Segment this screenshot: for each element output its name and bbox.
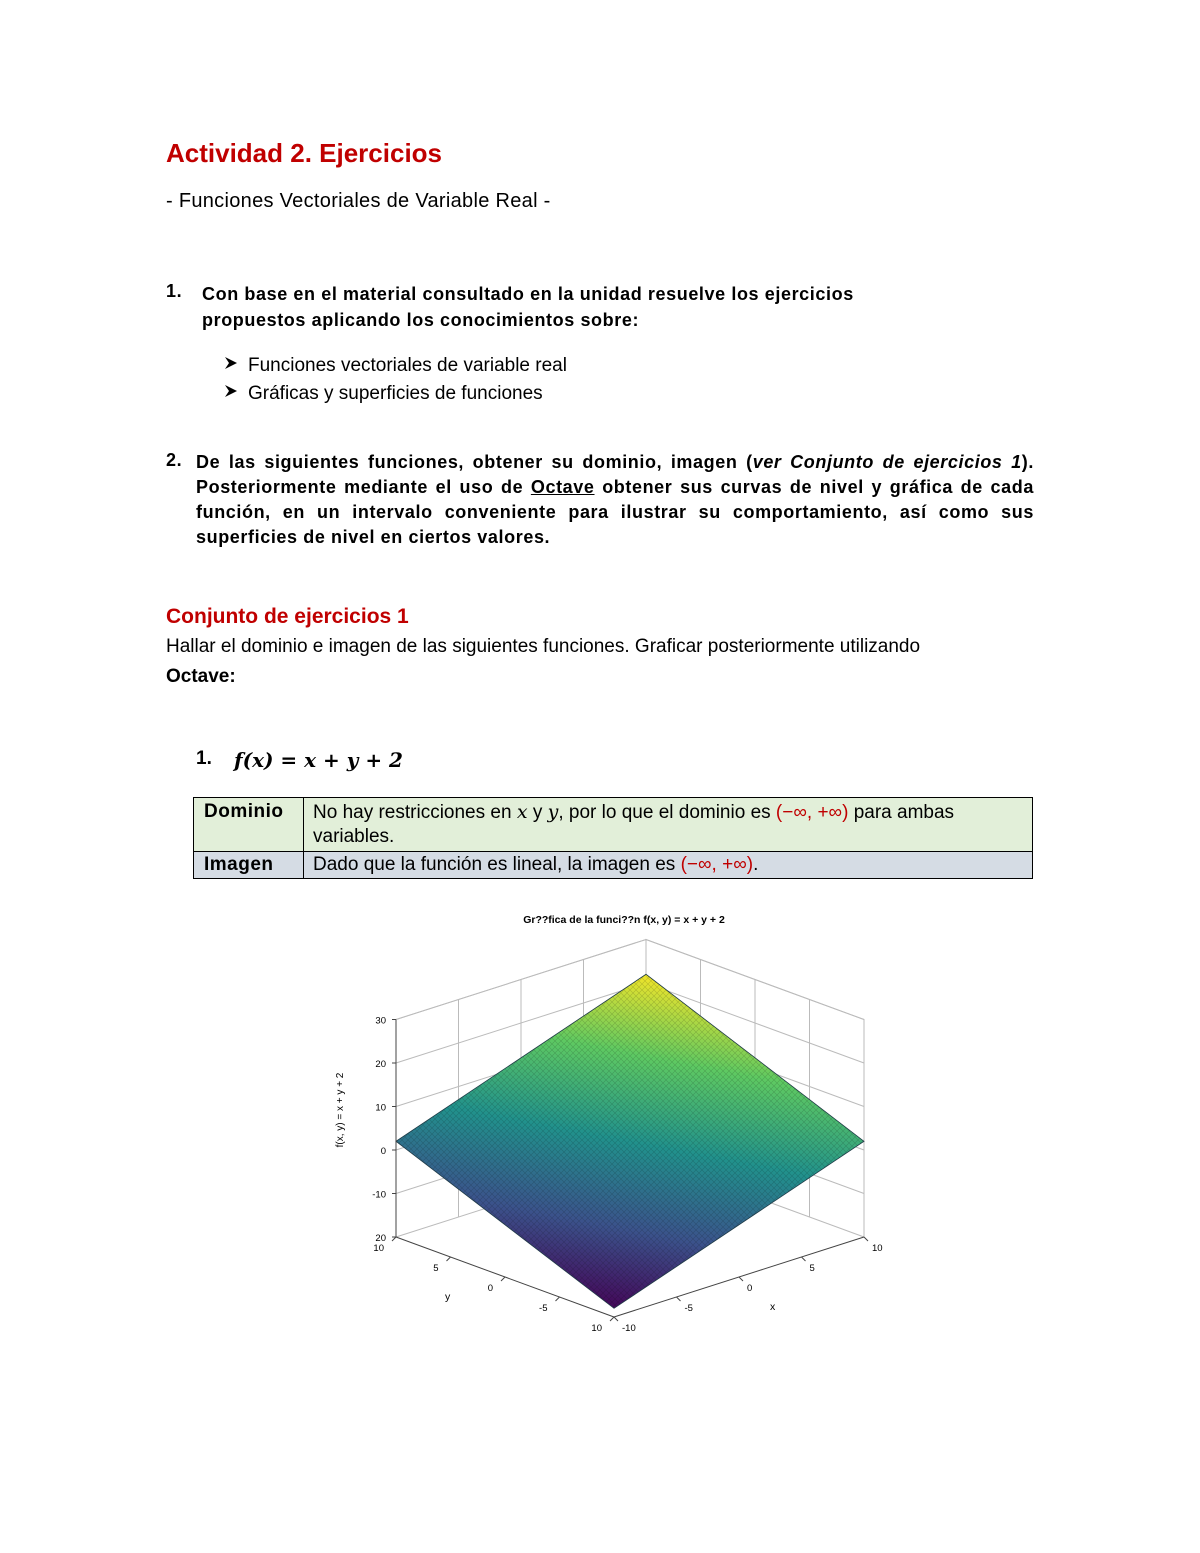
item2-part2: ). Posteriormente mediante el uso de <box>196 452 1034 497</box>
x-tick-label: 5 <box>809 1263 815 1274</box>
item2-number: 2. <box>166 450 183 470</box>
paragraph-bold: Octave: <box>166 666 236 687</box>
z-tick-label: 20 <box>375 1233 386 1244</box>
y-tick-mark <box>610 1317 614 1321</box>
surface-mesh <box>396 974 864 1308</box>
x-tick-label: 10 <box>872 1243 883 1254</box>
x-tick-label: -5 <box>684 1303 693 1314</box>
octave-link[interactable]: Octave <box>530 477 595 497</box>
bullet-text: Funciones vectoriales de variable real <box>248 355 567 376</box>
x-tick-label: 0 <box>747 1283 753 1294</box>
x-tick-label: -10 <box>622 1323 636 1334</box>
item1-number: 1. <box>166 281 183 301</box>
y-tick-mark <box>447 1257 451 1261</box>
y-tick-label: 0 <box>487 1283 493 1294</box>
chart-title: Gr??fica de la funci??n f(x, y) = x + y + 2 <box>523 914 725 926</box>
exercise-formula: f(x) = x + y + 2 <box>234 748 403 772</box>
y-tick-mark <box>501 1277 505 1281</box>
variable-y: y <box>547 801 559 823</box>
page-subtitle: - Funciones Vectoriales de Variable Real - <box>166 190 551 212</box>
image-header: Imagen <box>194 852 304 879</box>
bullet-text: Gráficas y superficies de funciones <box>248 383 543 404</box>
x-axis-label: x <box>770 1301 776 1313</box>
item2-part3: obtener sus curvas de nivel y gráfica de cada función, en un intervalo conveniente para ilustrar su comportamiento, así como sus superficies de nivel en ciertos valores. <box>196 477 1034 547</box>
y-axis-label: y <box>445 1291 451 1303</box>
x-tick-mark <box>864 1237 868 1241</box>
domain-header: Dominio <box>194 798 304 852</box>
x-tick-mark <box>677 1297 681 1301</box>
section-title: Conjunto de ejercicios 1 <box>166 605 409 628</box>
page-title: Actividad 2. Ejercicios <box>166 138 443 168</box>
z-tick-label: 30 <box>375 1015 386 1027</box>
variable-x: x <box>516 801 528 823</box>
y-tick-label: -5 <box>539 1303 548 1314</box>
image-interval: (−∞, +∞) <box>680 854 754 875</box>
y-tick-label: 5 <box>433 1263 439 1274</box>
cell-text: . <box>753 854 759 875</box>
cell-text: Dado que la función es lineal, la imagen es <box>313 854 681 875</box>
cell-text: para ambas variables. <box>313 802 955 847</box>
domain-interval: (−∞, +∞) <box>775 802 849 823</box>
z-tick-label: -10 <box>372 1189 386 1201</box>
x-tick-mark <box>739 1277 743 1281</box>
exercise-number: 1. <box>196 748 212 769</box>
item2-part1: De las siguientes funciones, obtener su dominio, imagen ( <box>196 452 753 472</box>
item2-reference: ver Conjunto de ejercicios 1 <box>752 452 1022 472</box>
y-tick-mark <box>392 1237 396 1241</box>
y-tick-mark <box>556 1297 560 1301</box>
cell-text: , por lo que el dominio es <box>558 802 776 823</box>
x-tick-mark <box>802 1257 806 1261</box>
y-tick-label: 10 <box>591 1323 602 1334</box>
cell-text: y <box>527 802 548 823</box>
item1-text: Con base en el material consultado en la unidad resuelve los ejercicios propuestos aplicando los conocimientos sobre: <box>202 284 854 330</box>
x-tick-mark <box>614 1317 618 1321</box>
z-tick-label: 0 <box>380 1146 386 1157</box>
y-tick-label: 10 <box>373 1243 384 1254</box>
paragraph-text: Hallar el dominio e imagen de las siguientes funciones. Graficar posteriormente utilizando <box>166 636 921 657</box>
z-tick-label: 20 <box>375 1059 386 1070</box>
z-axis-label: f(x, y) = x + y + 2 <box>335 1072 346 1148</box>
z-tick-label: 10 <box>375 1102 386 1114</box>
surface-mesh-overlay <box>396 974 864 1308</box>
cell-text: No hay restricciones en <box>313 802 517 823</box>
